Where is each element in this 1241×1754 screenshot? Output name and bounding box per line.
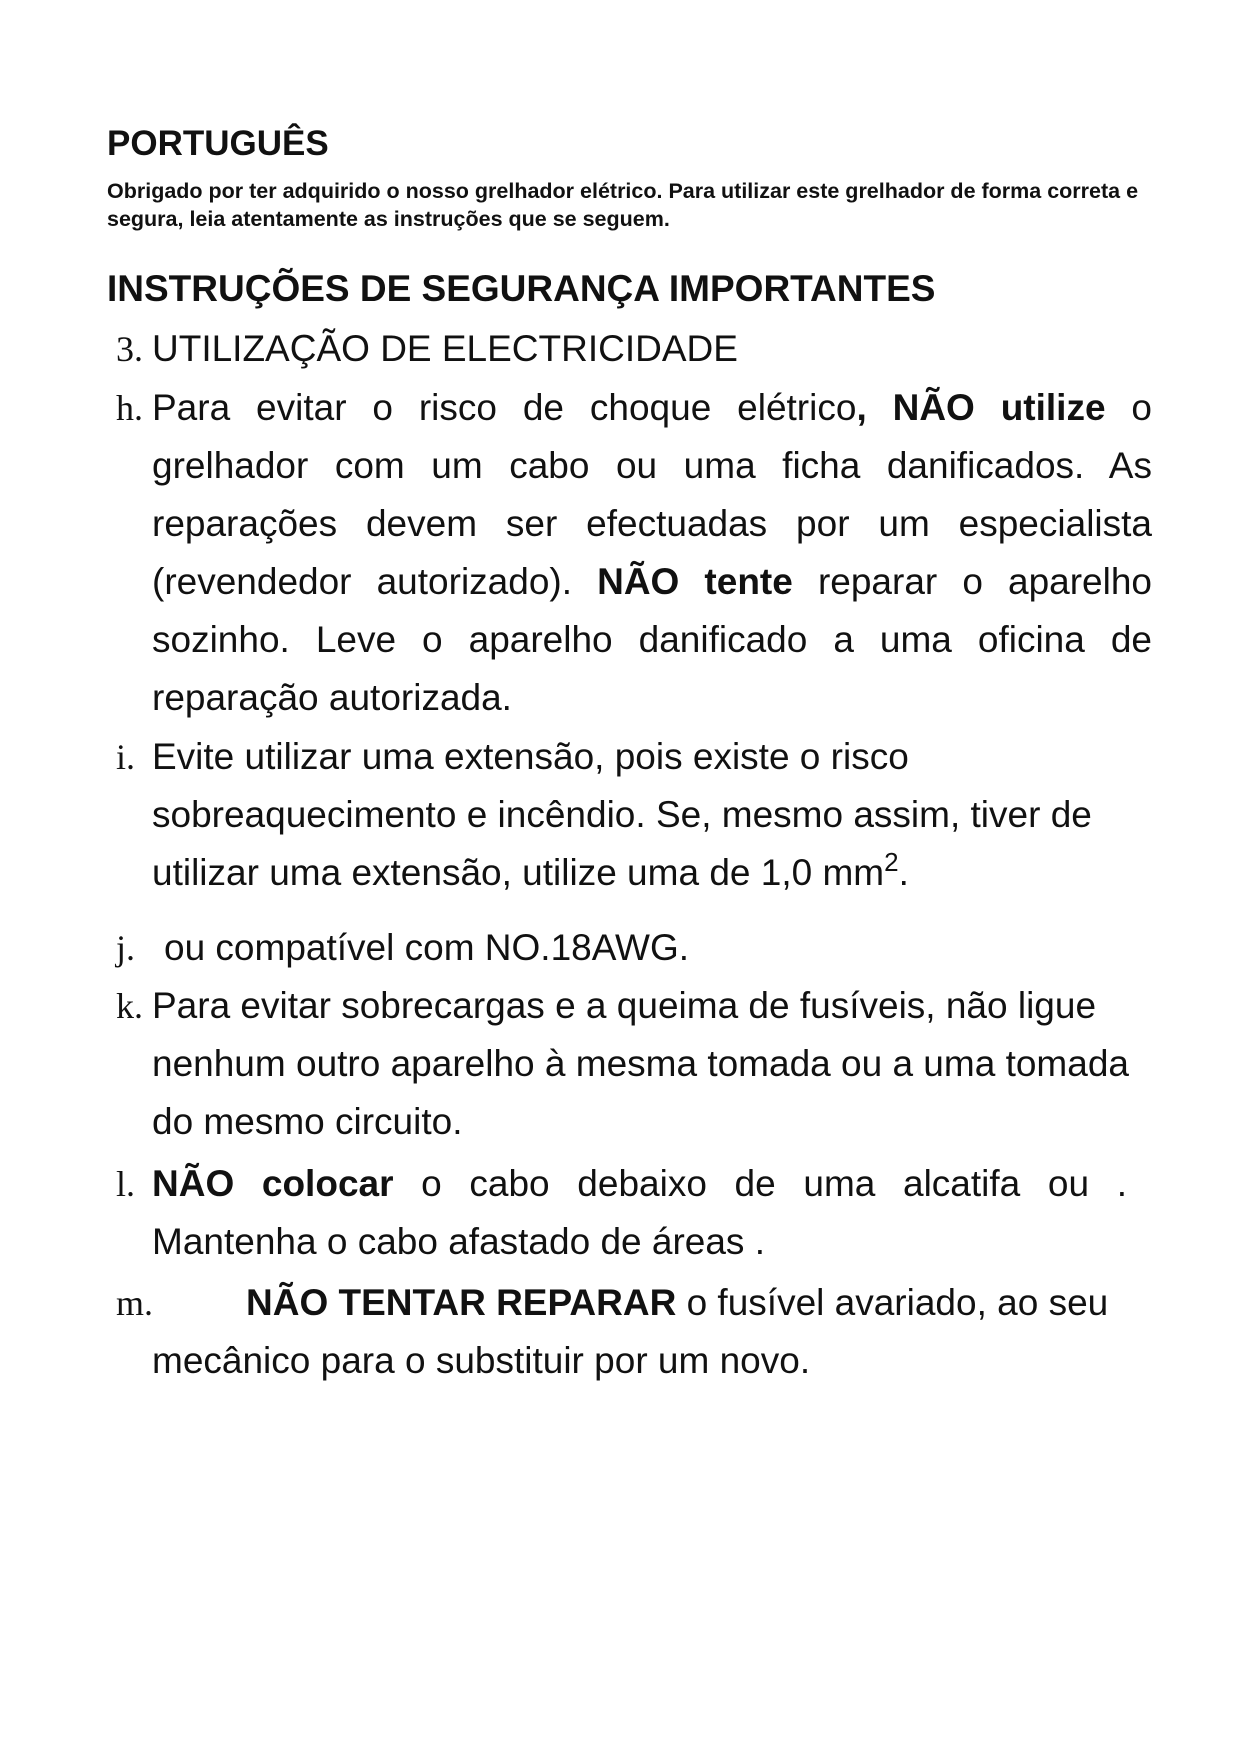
list-marker: h.	[116, 388, 143, 428]
section-number: 3.	[116, 329, 143, 369]
list-item-text: NÃO colocar o cabo debaixo de uma alcatifa ou . Mantenha o cabo afastado de áreas .	[152, 1163, 1127, 1262]
intro-paragraph: Obrigado por ter adquirido o nosso grelhador elétrico. Para utilizar este grelhador de forma correta e segura, leia atentamente as instruções que se seguem.	[107, 179, 1139, 231]
list-marker: i.	[116, 737, 136, 777]
list-item-text: Evite utilizar uma extensão, pois existe o risco sobreaquecimento e incêndio. Se, mesmo assim, tiver de utilizar uma extensão, utilize uma de 1,0 $mm^2$.	[152, 736, 1092, 893]
emphasis: NÃO tente	[597, 561, 793, 602]
emphasis: NÃO TENTAR REPARAR	[246, 1282, 677, 1323]
superscript: 2	[884, 847, 899, 877]
emphasis: NÃO colocar	[152, 1163, 394, 1204]
section-title: INSTRUÇÕES DE SEGURANÇA IMPORTANTES	[107, 268, 936, 309]
list-item-text: NÃO TENTAR REPARAR o fusível avariado, ao seu mecânico para o substituir por um novo.	[152, 1282, 1109, 1381]
list-marker: m.	[116, 1283, 154, 1323]
list-item-text: Para evitar o risco de choque elétrico, NÃO utilize o grelhador com um cabo ou uma ficha danificados. As reparações devem ser efectuadas por um especialista (revendedor autorizado). NÃO tente reparar o aparelho sozinho. Leve o aparelho danificado a uma oficina de reparação autorizada.	[152, 387, 1153, 718]
list-item-text: ou compatível com NO.18AWG.	[164, 927, 690, 968]
list-item-text: Para evitar sobrecargas e a queima de fusíveis, não ligue nenhum outro aparelho à mesma tomada ou a uma tomada do mesmo circuito.	[152, 985, 1129, 1142]
list-marker: l.	[116, 1164, 136, 1204]
list-marker: k.	[116, 986, 143, 1026]
emphasis: , NÃO utilize	[856, 387, 1106, 428]
section-heading-text: UTILIZAÇÃO DE ELECTRICIDADE	[152, 328, 738, 369]
list-marker: j.	[116, 928, 136, 968]
language-heading: PORTUGUÊS	[107, 124, 329, 163]
